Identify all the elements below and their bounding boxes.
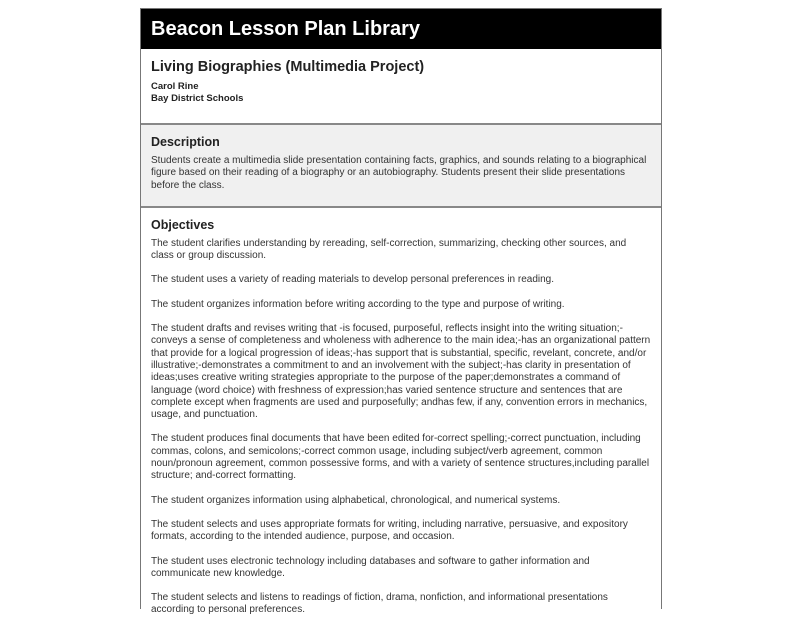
objective-item: The student produces final documents that have been edited for-correct spelling;-correct punctuation, including commas, colons, and semicolons;-correct common usage, including subject/verb agreement, common noun/pronoun agreement, common possessive forms, and with a variety of sentence structures,including parallel structure; and-correct formatting. xyxy=(151,433,650,482)
objectives-heading: Objectives xyxy=(151,217,215,232)
objective-item: The student uses a variety of reading materials to develop personal preferences in reading. xyxy=(151,274,555,286)
objective-item: The student selects and uses appropriate formats for writing, including narrative, persuasive, and expository formats, according to the intended audience, purpose, and occasion. xyxy=(151,518,628,543)
description-heading: Description xyxy=(151,135,220,149)
site-header: Beacon Lesson Plan Library xyxy=(141,9,661,49)
objectives-section xyxy=(141,206,661,639)
district: Bay District Schools xyxy=(151,93,244,104)
objective-item: The student uses electronic technology including databases and software to gather information and communicate new knowledge. xyxy=(151,555,590,579)
lesson-info xyxy=(141,49,661,123)
objective-item: The student organizes information before writing according to the type and purpose of writing. xyxy=(151,298,565,310)
lesson-page xyxy=(140,8,662,616)
objective-item: The student organizes information using alphabetical, chronological, and numerical systems. xyxy=(151,494,561,506)
lesson-title: Living Biographies (Multimedia Project) xyxy=(151,59,425,75)
objective-item: The student drafts and revises writing that -is focused, purposeful, reflects insight into the writing situation;-conveys a sense of completeness and wholeness with adherence to the main idea;-has an organizational pattern that provide for a logical progression of ideas;-has support that is substantial, specific, revelant, concrete, and/or illustrative;-demonstrates a commitment to and an involvement with the subject;-has clarity in presentation of ideas;uses creative writing strategies appropriate to the purpose of the paper;demonstrates a command of language (word choice) with freshness of expression;has varied sentence structure and sentences that are complete except when fragments are used and purposefully; andhas few, if any, convention errors in mechanics, usage, and punctuation. xyxy=(151,323,651,421)
description-section xyxy=(141,123,661,206)
description-text: Students create a multimedia slide presentation containing facts, graphics, and sounds relating to a biographical figure based on their reading of a biography or an autobiography. Students present their slide presentations before the class. xyxy=(151,155,647,191)
author: Carol Rine xyxy=(151,81,199,92)
objective-item: The student clarifies understanding by rereading, self-correction, summarizing, checking other sources, and class or group discussion. xyxy=(151,237,627,262)
objective-item: The student selects and listens to readings of fiction, drama, nonfiction, and informational presentations according to personal preferences. xyxy=(151,592,608,616)
